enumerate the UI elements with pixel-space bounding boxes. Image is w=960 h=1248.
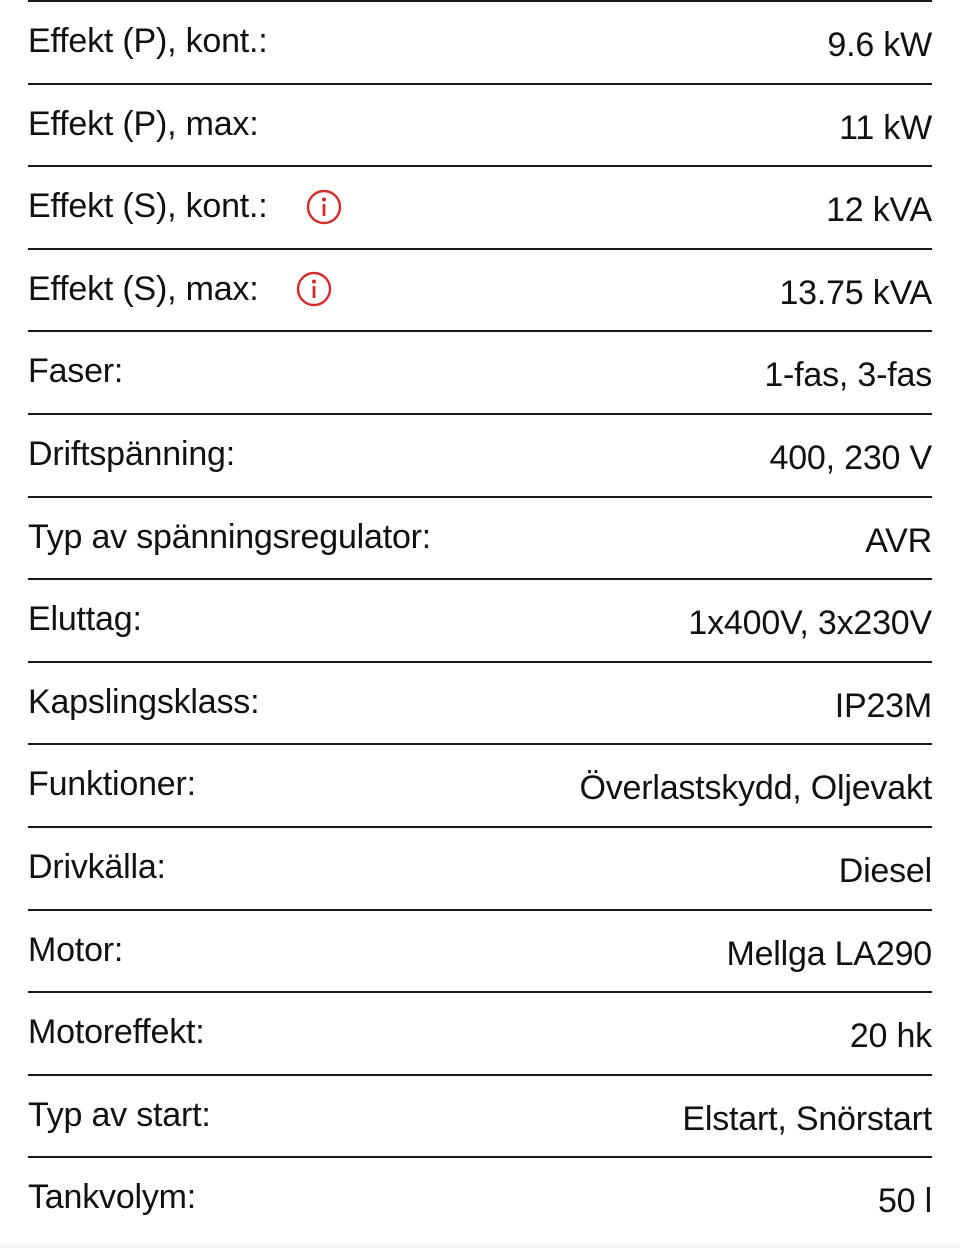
info-icon[interactable] [306, 189, 342, 225]
spec-row-effekt-s-max [28, 248, 932, 331]
spec-row-kapslingsklass [28, 661, 932, 744]
spec-label-text: Driftspänning: [28, 434, 235, 473]
spec-label [28, 765, 196, 804]
spec-value: 1-fas, 3-fas [764, 356, 932, 395]
spec-label-text: Eluttag: [28, 600, 142, 639]
spec-table [28, 0, 932, 1239]
spec-row-motor [28, 909, 932, 992]
spec-label [28, 931, 123, 970]
spec-label [28, 600, 142, 639]
spec-row-motoreffekt [28, 991, 932, 1074]
spec-row-tankvolym [28, 1156, 932, 1239]
spec-label-text: Faser: [28, 352, 124, 391]
spec-label [28, 435, 235, 474]
spec-label-text: Funktioner: [28, 765, 196, 804]
spec-label-text: Effekt (S), kont.: [28, 187, 268, 226]
spec-row-typ-av-start [28, 1074, 932, 1157]
spec-label-text: Effekt (P), max: [28, 104, 259, 143]
spec-row-driftspanning [28, 413, 932, 496]
spec-label-text: Drivkälla: [28, 847, 166, 886]
spec-label [28, 518, 431, 557]
spec-value: Diesel [838, 851, 932, 890]
spec-value: AVR [865, 521, 932, 560]
spec-label-text: Motor: [28, 930, 124, 969]
spec-value: Elstart, Snörstart [682, 1099, 932, 1138]
spec-value: 50 l [877, 1182, 932, 1221]
spec-value: Mellga LA290 [726, 934, 932, 973]
spec-label-text: Kapslingsklass: [28, 682, 260, 721]
spec-label [28, 683, 259, 722]
spec-label [28, 352, 123, 391]
spec-label-text: Typ av spänningsregulator: [28, 517, 432, 556]
bottom-edge [0, 1242, 960, 1248]
spec-row-funktioner [28, 743, 932, 826]
spec-label-text: Effekt (S), max: [28, 269, 259, 308]
spec-label [28, 105, 258, 144]
spec-value: 9.6 kW [827, 26, 932, 64]
spec-row-effekt-p-kont [28, 0, 932, 83]
spec-value: 1x400V, 3x230V [688, 604, 932, 643]
spec-label [28, 1178, 196, 1217]
spec-label [28, 270, 332, 309]
spec-value: 13.75 kVA [779, 273, 932, 312]
spec-label-text: Effekt (P), kont.: [28, 22, 268, 60]
spec-value: IP23M [834, 686, 932, 725]
spec-row-effekt-p-max [28, 83, 932, 166]
spec-row-eluttag [28, 578, 932, 661]
spec-value: 11 kW [839, 108, 932, 147]
spec-label-text: Tankvolym: [28, 1178, 197, 1217]
spec-label [28, 1013, 205, 1052]
spec-value: 400, 230 V [769, 438, 932, 477]
spec-label [28, 848, 166, 887]
spec-label [28, 22, 268, 61]
spec-row-effekt-s-kont [28, 165, 932, 248]
spec-row-spanningsregulator [28, 496, 932, 579]
spec-value: Överlastskydd, Oljevakt [579, 769, 932, 808]
spec-value: 12 kVA [826, 191, 932, 230]
info-icon[interactable] [296, 271, 332, 307]
spec-label [28, 1096, 211, 1135]
spec-label [28, 187, 342, 226]
spec-value: 20 hk [849, 1017, 932, 1056]
spec-row-faser [28, 330, 932, 413]
spec-label-text: Motoreffekt: [28, 1013, 205, 1052]
spec-row-drivkalla [28, 826, 932, 909]
spec-label-text: Typ av start: [28, 1095, 211, 1134]
